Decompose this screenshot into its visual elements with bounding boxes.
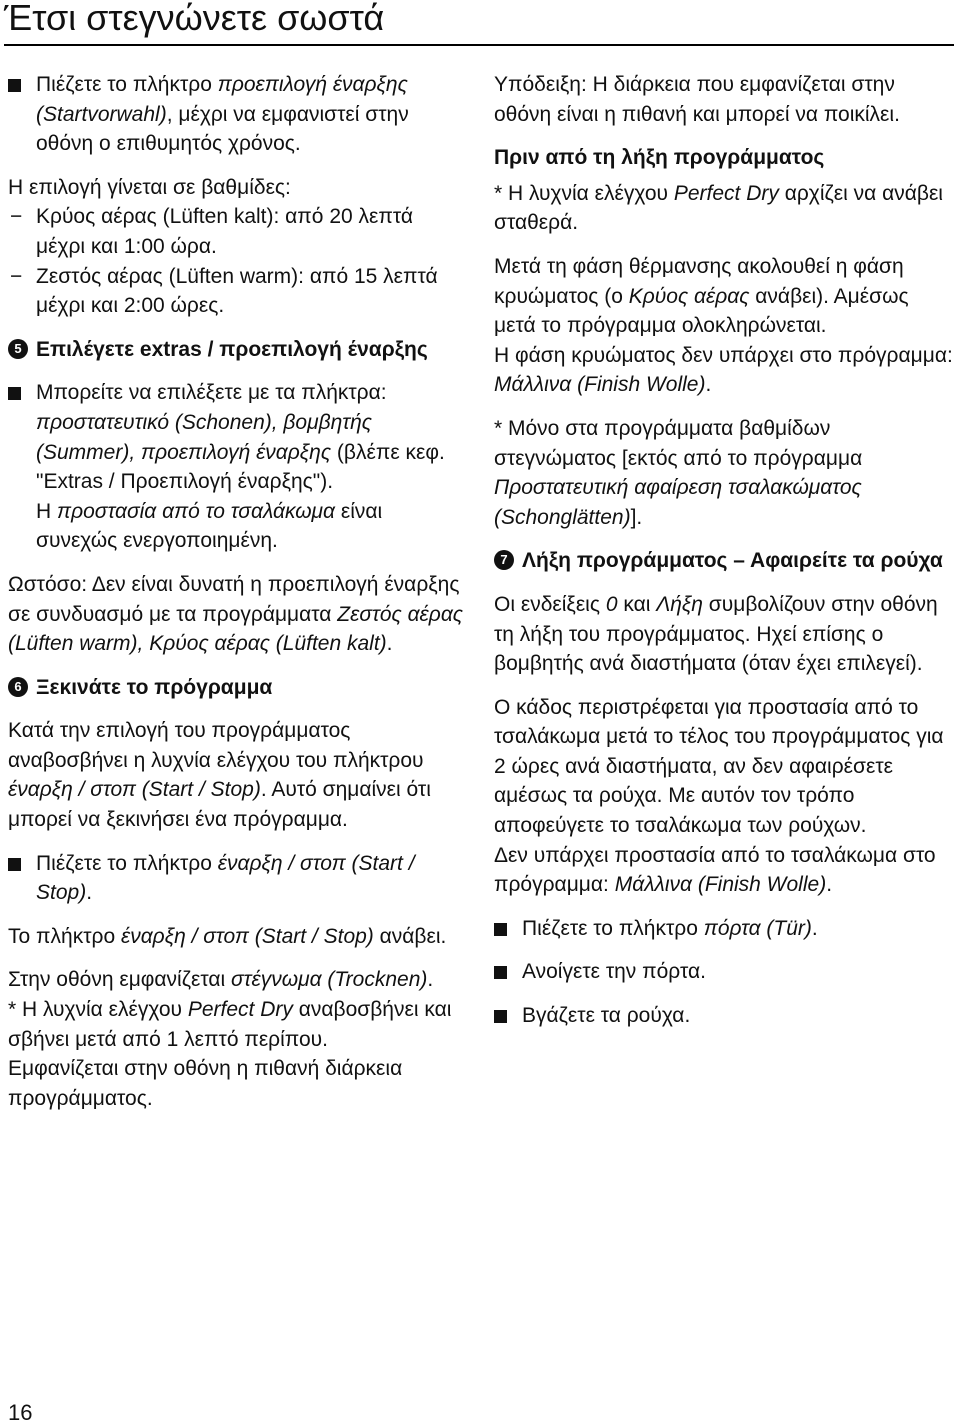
- step-number-badge: 7: [494, 550, 514, 570]
- option-cold-air: − Κρύος αέρας (Lüften kalt): από 20 λεπτά μέχρι και 1:00 ώρα.: [8, 202, 464, 261]
- no-anticrease-note: Δεν υπάρχει προστασία από το τσαλάκωμα στο πρόγραμμα: Μάλλινα (Finish Wolle).: [494, 843, 936, 897]
- section-heading-before-end: Πριν από τη λήξη προγράμματος: [494, 146, 825, 170]
- duration-note: Εμφανίζεται στην οθόνη η πιθανή διάρκεια προγράμματος.: [8, 1057, 403, 1110]
- end-display-note: Οι ενδείξεις 0 και Λήξη συμβολίζουν στην οθόνη τη λήξη του προγράμματος. Ηχεί επίσης ο βομβητής ανά διαστήματα (όταν έχει επιλεγεί).: [494, 592, 938, 676]
- instruction-extras: Μπορείτε να επιλέξετε με τα πλήκτρα: προστατευτικό (Schonen), βομβητής (Summer), προεπιλογή έναρξης (βλέπε κεφ. "Extras / Προεπιλογή έναρξης").: [8, 378, 464, 496]
- step-number-badge: 5: [8, 339, 28, 359]
- title-rule: [4, 44, 954, 46]
- no-cooling-note: Η φάση κρυώματος δεν υπάρχει στο πρόγραμμα: Μάλλινα (Finish Wolle).: [494, 343, 953, 397]
- start-lit-note: Το πλήκτρο έναρξη / στοπ (Start / Stop) ανάβει.: [8, 924, 447, 948]
- start-paragraph: Κατά την επιλογή του προγράμματος αναβοσβήνει η λυχνία ελέγχου του πλήκτρου έναρξη / στοπ (Start / Stop). Αυτό σημαίνει ότι μπορεί να ξεκινήσει ένα πρόγραμμα.: [8, 719, 431, 832]
- anticrease-note: Η προστασία από το τσαλάκωμα είναι συνεχώς ενεργοποιημένη.: [36, 499, 383, 553]
- step-number-badge: 6: [8, 677, 28, 697]
- instruction-door-button: Πιέζετε το πλήκτρο πόρτα (Tür).: [494, 914, 956, 944]
- instruction-open-door: Ανοίγετε την πόρτα.: [494, 957, 956, 987]
- option-warm-air: − Ζεστός αέρας (Lüften warm): από 15 λεπτά μέχρι και 2:00 ώρες.: [8, 262, 464, 321]
- cooling-phase-note: Μετά τη φάση θέρμανσης ακολουθεί η φάση κρυώματος (ο Κρύος αέρας ανάβει). Αμέσως μετά το πρόγραμμα ολοκληρώνεται.: [494, 254, 909, 338]
- page-title: Έτσι στεγνώνετε σωστά: [4, 0, 385, 38]
- instruction-start: Πιέζετε το πλήκτρο έναρξη / στοπ (Start / Stop).: [8, 849, 464, 908]
- perfect-dry-note: * Η λυχνία ελέγχου Perfect Dry αναβοσβήνει και σβήνει μετά από 1 λεπτό περίπου.: [8, 998, 452, 1051]
- perfect-dry-steady-note: * Η λυχνία ελέγχου Perfect Dry αρχίζει να ανάβει σταθερά.: [494, 181, 943, 235]
- instruction-startvorwahl: Πιέζετε το πλήκτρο προεπιλογή έναρξης (Startvorwahl), μέχρι να εμφανιστεί στην οθόνη ο επιθυμητός χρόνος.: [8, 70, 464, 159]
- left-column: [8, 70, 464, 1127]
- page-number: 16: [8, 1400, 33, 1425]
- drum-rotation-note: Ο κάδος περιστρέφεται για προστασία από το τσαλάκωμα μετά το τέλος του προγράμματος για 2 ώρες ανά διαστήματα, αν δεν αφαιρέσετε αμέσως τα ρούχα. Με αυτόν τον τρόπο αποφεύγετε το τσαλάκωμα των ρούχων.: [494, 695, 944, 838]
- hint-note: Υπόδειξη: Η διάρκεια που εμφανίζεται στην οθόνη είναι η πιθανή και μπορεί να ποικίλει.: [494, 73, 900, 126]
- right-column: [494, 70, 956, 1045]
- warning-note: Ωστόσο: Δεν είναι δυνατή η προεπιλογή έναρξης σε συνδυασμό με τα προγράμματα Ζεστός αέρας (Lüften warm), Κρύος αέρας (Lüften kalt).: [8, 572, 464, 656]
- display-drying-note: Στην οθόνη εμφανίζεται στέγνωμα (Trocknen).: [8, 968, 434, 992]
- step-6-heading: 6 Ξεκινάτε το πρόγραμμα: [8, 673, 464, 703]
- instruction-remove-laundry: Βγάζετε τα ρούχα.: [494, 1001, 956, 1031]
- step-5-heading: 5 Επιλέγετε extras / προεπιλογή έναρξης: [8, 335, 464, 365]
- programs-footnote: * Μόνο στα προγράμματα βαθμίδων στεγνώματος [εκτός από το πρόγραμμα Προστατευτική αφαίρεση τσαλακώματος (Schonglätten)].: [494, 416, 863, 529]
- steps-intro: Η επιλογή γίνεται σε βαθμίδες:: [8, 175, 291, 199]
- step-7-heading: 7 Λήξη προγράμματος – Αφαιρείτε τα ρούχα: [494, 546, 956, 576]
